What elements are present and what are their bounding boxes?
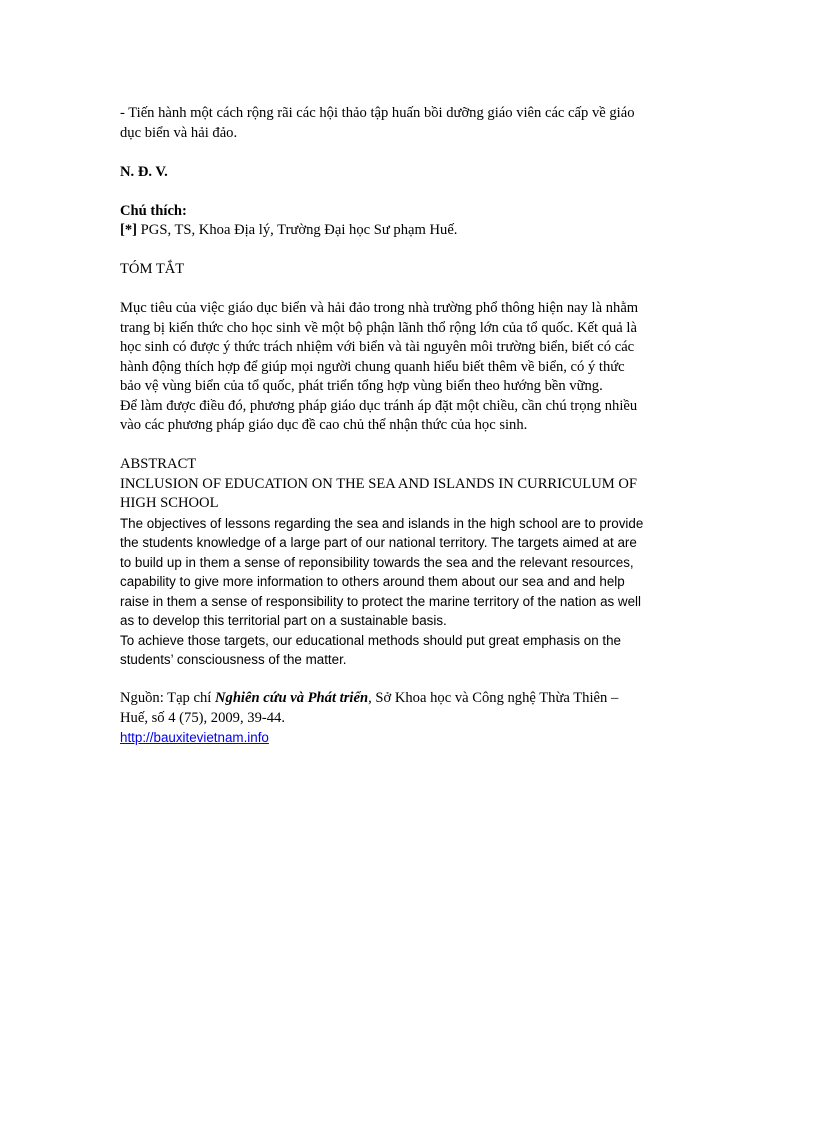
abstract-title-line: INCLUSION OF EDUCATION ON THE SEA AND ISLANDS IN CURRICULUM OF — [120, 475, 638, 492]
text-line: hành động thích hợp để giúp mọi người chung quanh hiểu biết thêm về biển, có ý thức — [120, 358, 625, 375]
text-line: The objectives of lessons regarding the sea and islands in the high school are to provide — [120, 515, 644, 531]
source-line — [120, 689, 700, 709]
source-citation — [120, 689, 700, 749]
source-line-2: Huế, số 4 (75), 2009, 39-44. — [120, 709, 285, 726]
text-line: bảo vệ vùng biển của tổ quốc, phát triển tổng hợp vùng biển theo hướng bền vững. — [120, 378, 603, 394]
note-item — [120, 221, 700, 241]
text-line: raise in them a sense of responsibility to protect the marine territory of the nation as well — [120, 593, 641, 609]
summary-heading: TÓM TẮT — [120, 261, 185, 277]
text-line: dục biển và hải đảo. — [120, 124, 238, 141]
source-suffix: , Sở Khoa học và Công nghệ Thừa Thiên – — [368, 690, 619, 706]
author-initials: N. Đ. V. — [120, 163, 168, 180]
text-line: - Tiến hành một cách rộng rãi các hội thảo tập huấn bồi dưỡng giáo viên các cấp về giáo — [120, 105, 635, 121]
text-line: Mục tiêu của việc giáo dục biển và hải đảo trong nhà trường phổ thông hiện nay là nhằm — [120, 300, 639, 316]
text-line: to build up in them a sense of reponsibility towards the sea and the relevant resources, — [120, 554, 634, 570]
source-prefix: Nguồn: Tạp chí — [120, 690, 215, 706]
text-line: To achieve those targets, our educational methods should put great emphasis on the — [120, 632, 621, 648]
summary-paragraph — [120, 299, 700, 436]
notes-heading: Chú thích: — [120, 202, 187, 219]
journal-name: Nghiên cứu và Phát triển — [214, 690, 369, 706]
text-line: học sinh có được ý thức trách nhiệm với biển và tài nguyên môi trường biển, biết có các — [120, 339, 635, 355]
text-line: trang bị kiến thức cho học sinh về một bộ phận lãnh thổ rộng lớn của tổ quốc. Kết quả là — [120, 319, 637, 336]
source-link[interactable]: http://bauxitevietnam.info — [120, 730, 269, 745]
notes-section — [120, 202, 700, 241]
text-line: vào các phương pháp giáo dục đề cao chủ thể nhận thức của học sinh. — [120, 417, 528, 433]
recommendation-paragraph — [120, 104, 700, 143]
text-line: students’ consciousness of the matter. — [120, 652, 347, 667]
abstract-section — [120, 455, 700, 670]
text-line: capability to give more information to others around them about our sea and and help — [120, 574, 625, 589]
text-line: Để làm được điều đó, phương pháp giáo dục tránh áp đặt một chiều, cần chú trọng nhiều — [120, 397, 638, 414]
note-text: PGS, TS, Khoa Địa lý, Trường Đại học Sư phạm Huế. — [137, 222, 458, 238]
text-line: the students knowledge of a large part of our national territory. The targets aimed at are — [120, 535, 637, 550]
abstract-heading: ABSTRACT — [120, 456, 197, 472]
note-marker: [*] — [120, 222, 138, 238]
abstract-title-line: HIGH SCHOOL — [120, 495, 219, 511]
text-line: as to develop this territorial part on a sustainable basis. — [120, 613, 447, 628]
document-page — [120, 104, 700, 749]
